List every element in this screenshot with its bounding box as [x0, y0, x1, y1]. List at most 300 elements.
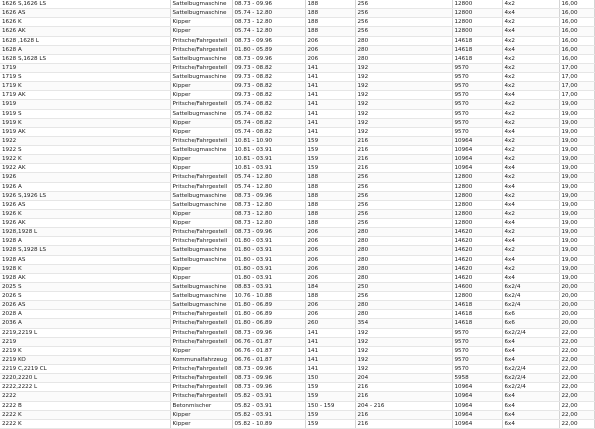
power-ps-cell: 192 — [355, 355, 452, 364]
weight-cell: 22,00 — [559, 328, 594, 337]
model-cell: 1922 K — [0, 155, 170, 164]
table-row[interactable] — [0, 228, 594, 237]
production-period-cell: 06.76 - 01.87 — [232, 346, 305, 355]
table-row[interactable] — [0, 136, 594, 145]
weight-cell: 19,00 — [559, 118, 594, 127]
power-ps-cell: 256 — [355, 27, 452, 36]
model-cell: 1926 A — [0, 182, 170, 191]
model-cell: 1926 S,1926 LS — [0, 191, 170, 200]
power-ps-cell: 256 — [355, 191, 452, 200]
model-cell: 2220,2220 L — [0, 374, 170, 383]
drive-cell: 4x4 — [502, 237, 559, 246]
weight-cell: 20,00 — [559, 301, 594, 310]
displacement-cell: 10964 — [452, 419, 502, 428]
production-period-cell: 01.80 - 03.91 — [232, 255, 305, 264]
power-kw-cell: 188 — [305, 200, 355, 209]
power-ps-cell: 256 — [355, 18, 452, 27]
weight-cell: 22,00 — [559, 383, 594, 392]
power-ps-cell: 192 — [355, 63, 452, 72]
model-cell: 2219 C,2219 CL — [0, 365, 170, 374]
power-ps-cell: 256 — [355, 292, 452, 301]
table-row[interactable] — [0, 191, 594, 200]
drive-cell: 6x2/4 — [502, 282, 559, 291]
production-period-cell: 09.73 - 08.82 — [232, 91, 305, 100]
drive-cell: 6x2/2/4 — [502, 328, 559, 337]
production-period-cell: 05.74 - 08.82 — [232, 109, 305, 118]
power-ps-cell: 280 — [355, 228, 452, 237]
body-type-cell: Pritsche/Fahrgestell — [170, 337, 232, 346]
drive-cell: 4x4 — [502, 273, 559, 282]
power-kw-cell: 150 — [305, 374, 355, 383]
body-type-cell: Kipper — [170, 91, 232, 100]
displacement-cell: 10964 — [452, 392, 502, 401]
production-period-cell: 01.80 - 06.89 — [232, 319, 305, 328]
table-row[interactable] — [0, 182, 594, 191]
displacement-cell: 12800 — [452, 219, 502, 228]
table-row[interactable] — [0, 255, 594, 264]
table-row[interactable] — [0, 200, 594, 209]
production-period-cell: 05.82 - 03.91 — [232, 401, 305, 410]
table-row[interactable] — [0, 292, 594, 301]
model-cell: 2026 S — [0, 292, 170, 301]
power-ps-cell: 216 — [355, 136, 452, 145]
power-kw-cell: 141 — [305, 100, 355, 109]
weight-cell: 19,00 — [559, 200, 594, 209]
table-row[interactable] — [0, 401, 594, 410]
power-ps-cell: 216 — [355, 155, 452, 164]
displacement-cell: 12800 — [452, 200, 502, 209]
drive-cell: 6x4 — [502, 337, 559, 346]
model-cell: 2222 — [0, 392, 170, 401]
power-kw-cell: 188 — [305, 191, 355, 200]
drive-cell: 6x6 — [502, 310, 559, 319]
model-cell: 1926 K — [0, 209, 170, 218]
weight-cell: 16,00 — [559, 9, 594, 18]
power-ps-cell: 192 — [355, 365, 452, 374]
table-row[interactable] — [0, 109, 594, 118]
displacement-cell: 14620 — [452, 255, 502, 264]
table-row[interactable] — [0, 273, 594, 282]
production-period-cell: 05.82 - 03.91 — [232, 410, 305, 419]
production-period-cell: 05.74 - 08.82 — [232, 118, 305, 127]
weight-cell: 19,00 — [559, 264, 594, 273]
displacement-cell: 14620 — [452, 246, 502, 255]
power-ps-cell: 192 — [355, 118, 452, 127]
body-type-cell: Sattelbugmaschine — [170, 9, 232, 18]
body-type-cell: Kipper — [170, 219, 232, 228]
table-row[interactable] — [0, 209, 594, 218]
drive-cell: 4x2 — [502, 18, 559, 27]
displacement-cell: 9570 — [452, 109, 502, 118]
model-cell: 1928 A — [0, 237, 170, 246]
power-ps-cell: 256 — [355, 182, 452, 191]
body-type-cell: Pritsche/Fahrgestell — [170, 319, 232, 328]
drive-cell: 4x2 — [502, 63, 559, 72]
production-period-cell: 08.73 - 12.80 — [232, 18, 305, 27]
power-ps-cell: 250 — [355, 282, 452, 291]
weight-cell: 19,00 — [559, 191, 594, 200]
model-cell: 1926 — [0, 173, 170, 182]
displacement-cell: 9570 — [452, 365, 502, 374]
body-type-cell: Pritsche/Fahrgestell — [170, 100, 232, 109]
table-row[interactable] — [0, 146, 594, 155]
power-ps-cell: 216 — [355, 419, 452, 428]
power-ps-cell: 216 — [355, 392, 452, 401]
power-kw-cell: 206 — [305, 301, 355, 310]
weight-cell: 22,00 — [559, 419, 594, 428]
body-type-cell: Pritsche/Fahrgestell — [170, 374, 232, 383]
power-ps-cell: 280 — [355, 246, 452, 255]
weight-cell: 22,00 — [559, 337, 594, 346]
production-period-cell: 05.82 - 03.91 — [232, 392, 305, 401]
table-row[interactable] — [0, 36, 594, 45]
production-period-cell: 09.73 - 08.82 — [232, 73, 305, 82]
displacement-cell: 9570 — [452, 91, 502, 100]
power-ps-cell: 192 — [355, 337, 452, 346]
power-kw-cell: 159 — [305, 383, 355, 392]
power-kw-cell: 260 — [305, 319, 355, 328]
table-row[interactable] — [0, 18, 594, 27]
power-kw-cell: 188 — [305, 9, 355, 18]
table-row[interactable] — [0, 310, 594, 319]
model-cell: 1626 K — [0, 18, 170, 27]
body-type-cell: Sattelbugmaschine — [170, 246, 232, 255]
model-cell: 1919 S — [0, 109, 170, 118]
table-row[interactable] — [0, 118, 594, 127]
weight-cell: 16,00 — [559, 18, 594, 27]
displacement-cell: 10964 — [452, 146, 502, 155]
drive-cell: 4x2 — [502, 146, 559, 155]
model-cell: 1919 AK — [0, 127, 170, 136]
power-ps-cell: 354 — [355, 319, 452, 328]
displacement-cell: 14618 — [452, 319, 502, 328]
model-cell: 2036 A — [0, 319, 170, 328]
power-kw-cell: 188 — [305, 209, 355, 218]
table-row[interactable] — [0, 155, 594, 164]
weight-cell: 19,00 — [559, 164, 594, 173]
body-type-cell: Sattelbugmaschine — [170, 54, 232, 63]
body-type-cell: Kommunalfahrzeug — [170, 355, 232, 364]
body-type-cell: Pritsche/Fahrgestell — [170, 392, 232, 401]
table-row[interactable] — [0, 173, 594, 182]
drive-cell: 4x4 — [502, 200, 559, 209]
table-row[interactable] — [0, 63, 594, 72]
drive-cell: 4x4 — [502, 255, 559, 264]
drive-cell: 6x4 — [502, 355, 559, 364]
body-type-cell: Kipper — [170, 264, 232, 273]
production-period-cell: 06.76 - 01.87 — [232, 355, 305, 364]
weight-cell: 19,00 — [559, 127, 594, 136]
displacement-cell: 10964 — [452, 401, 502, 410]
model-cell: 1626 AK — [0, 27, 170, 36]
displacement-cell: 10964 — [452, 410, 502, 419]
table-row[interactable] — [0, 419, 594, 428]
production-period-cell: 08.73 - 12.80 — [232, 219, 305, 228]
body-type-cell: Pritsche/Fahrgestell — [170, 237, 232, 246]
weight-cell: 19,00 — [559, 228, 594, 237]
production-period-cell: 06.76 - 01.87 — [232, 337, 305, 346]
power-ps-cell: 192 — [355, 82, 452, 91]
table-row[interactable] — [0, 282, 594, 291]
production-period-cell: 10.81 - 10.90 — [232, 136, 305, 145]
weight-cell: 19,00 — [559, 182, 594, 191]
drive-cell: 4x2 — [502, 136, 559, 145]
body-type-cell: Kipper — [170, 18, 232, 27]
weight-cell: 16,00 — [559, 36, 594, 45]
power-ps-cell: 256 — [355, 209, 452, 218]
production-period-cell: 10.81 - 03.91 — [232, 164, 305, 173]
displacement-cell: 9570 — [452, 100, 502, 109]
production-period-cell: 08.73 - 09.96 — [232, 0, 305, 9]
table-row[interactable] — [0, 54, 594, 63]
table-row[interactable] — [0, 91, 594, 100]
drive-cell: 4x4 — [502, 27, 559, 36]
model-cell: 1922 AK — [0, 164, 170, 173]
power-ps-cell: 280 — [355, 301, 452, 310]
weight-cell: 22,00 — [559, 410, 594, 419]
weight-cell: 19,00 — [559, 109, 594, 118]
table-row[interactable] — [0, 246, 594, 255]
table-row[interactable] — [0, 45, 594, 54]
displacement-cell: 12800 — [452, 173, 502, 182]
body-type-cell: Sattelbugmaschine — [170, 255, 232, 264]
power-kw-cell: 188 — [305, 292, 355, 301]
model-cell: 1928,1928 L — [0, 228, 170, 237]
table-row[interactable] — [0, 346, 594, 355]
body-type-cell: Pritsche/Fahrgestell — [170, 310, 232, 319]
table-row[interactable] — [0, 127, 594, 136]
displacement-cell: 12800 — [452, 182, 502, 191]
production-period-cell: 05.74 - 12.80 — [232, 182, 305, 191]
power-ps-cell: 280 — [355, 54, 452, 63]
table-row[interactable] — [0, 392, 594, 401]
drive-cell: 6x2/2/4 — [502, 374, 559, 383]
body-type-cell: Sattelbugmaschine — [170, 0, 232, 9]
drive-cell: 4x2 — [502, 264, 559, 273]
table-row[interactable] — [0, 27, 594, 36]
power-kw-cell: 159 — [305, 146, 355, 155]
power-kw-cell: 188 — [305, 27, 355, 36]
body-type-cell: Pritsche/Fahrgestell — [170, 182, 232, 191]
drive-cell: 4x2 — [502, 246, 559, 255]
weight-cell: 22,00 — [559, 365, 594, 374]
production-period-cell: 10.81 - 03.91 — [232, 155, 305, 164]
displacement-cell: 12800 — [452, 9, 502, 18]
production-period-cell: 08.73 - 09.96 — [232, 228, 305, 237]
model-cell: 2222 K — [0, 419, 170, 428]
table-row[interactable] — [0, 365, 594, 374]
table-row[interactable] — [0, 337, 594, 346]
drive-cell: 6x4 — [502, 392, 559, 401]
weight-cell: 22,00 — [559, 355, 594, 364]
weight-cell: 19,00 — [559, 209, 594, 218]
model-cell: 2026 AS — [0, 301, 170, 310]
power-kw-cell: 141 — [305, 328, 355, 337]
power-kw-cell: 206 — [305, 237, 355, 246]
displacement-cell: 14618 — [452, 45, 502, 54]
weight-cell: 16,00 — [559, 27, 594, 36]
power-ps-cell: 256 — [355, 0, 452, 9]
production-period-cell: 08.73 - 12.80 — [232, 200, 305, 209]
power-kw-cell: 206 — [305, 246, 355, 255]
power-kw-cell: 188 — [305, 18, 355, 27]
body-type-cell: Pritsche/Fahrgestell — [170, 365, 232, 374]
weight-cell: 20,00 — [559, 319, 594, 328]
body-type-cell: Kipper — [170, 209, 232, 218]
power-kw-cell: 206 — [305, 310, 355, 319]
weight-cell: 20,00 — [559, 310, 594, 319]
drive-cell: 4x2 — [502, 191, 559, 200]
drive-cell: 4x2 — [502, 228, 559, 237]
displacement-cell: 12800 — [452, 209, 502, 218]
power-kw-cell: 141 — [305, 337, 355, 346]
displacement-cell: 10964 — [452, 155, 502, 164]
table-row[interactable] — [0, 9, 594, 18]
model-cell: 1719 — [0, 63, 170, 72]
displacement-cell: 9570 — [452, 337, 502, 346]
table-row[interactable] — [0, 82, 594, 91]
weight-cell: 20,00 — [559, 282, 594, 291]
table-row[interactable] — [0, 410, 594, 419]
weight-cell: 19,00 — [559, 146, 594, 155]
model-cell: 2219 K — [0, 346, 170, 355]
model-cell: 1922 S — [0, 146, 170, 155]
drive-cell: 6x2/2/4 — [502, 383, 559, 392]
power-ps-cell: 192 — [355, 328, 452, 337]
weight-cell: 20,00 — [559, 292, 594, 301]
drive-cell: 6x4 — [502, 346, 559, 355]
displacement-cell: 14620 — [452, 273, 502, 282]
power-kw-cell: 206 — [305, 255, 355, 264]
table-row[interactable] — [0, 319, 594, 328]
model-cell: 1719 AK — [0, 91, 170, 100]
power-ps-cell: 192 — [355, 91, 452, 100]
drive-cell: 4x2 — [502, 82, 559, 91]
table-row[interactable] — [0, 100, 594, 109]
weight-cell: 19,00 — [559, 255, 594, 264]
power-ps-cell: 280 — [355, 310, 452, 319]
displacement-cell: 14618 — [452, 54, 502, 63]
weight-cell: 19,00 — [559, 246, 594, 255]
production-period-cell: 10.76 - 10.88 — [232, 292, 305, 301]
table-row[interactable] — [0, 0, 594, 9]
body-type-cell: Kipper — [170, 82, 232, 91]
production-period-cell: 08.73 - 09.96 — [232, 383, 305, 392]
table-row[interactable] — [0, 301, 594, 310]
weight-cell: 19,00 — [559, 237, 594, 246]
body-type-cell: Sattelbugmaschine — [170, 73, 232, 82]
production-period-cell: 05.74 - 12.80 — [232, 173, 305, 182]
production-period-cell: 09.73 - 08.82 — [232, 63, 305, 72]
model-cell: 1626 AS — [0, 9, 170, 18]
power-kw-cell: 206 — [305, 45, 355, 54]
drive-cell: 4x2 — [502, 109, 559, 118]
table-row[interactable] — [0, 328, 594, 337]
table-row[interactable] — [0, 164, 594, 173]
table-row[interactable] — [0, 237, 594, 246]
body-type-cell: Sattelbugmaschine — [170, 282, 232, 291]
body-type-cell: Pritsche/Fahrgestell — [170, 63, 232, 72]
drive-cell: 4x2 — [502, 54, 559, 63]
body-type-cell: Kipper — [170, 155, 232, 164]
power-ps-cell: 192 — [355, 109, 452, 118]
weight-cell: 22,00 — [559, 401, 594, 410]
drive-cell: 4x2 — [502, 209, 559, 218]
production-period-cell: 08.73 - 09.96 — [232, 54, 305, 63]
body-type-cell: Pritsche/Fahrgestell — [170, 36, 232, 45]
body-type-cell: Kipper — [170, 410, 232, 419]
production-period-cell: 01.80 - 03.91 — [232, 237, 305, 246]
power-kw-cell: 159 — [305, 410, 355, 419]
model-cell: 1926 AK — [0, 219, 170, 228]
production-period-cell: 05.74 - 12.80 — [232, 9, 305, 18]
production-period-cell: 01.80 - 03.91 — [232, 246, 305, 255]
body-type-cell: Kipper — [170, 118, 232, 127]
power-kw-cell: 188 — [305, 182, 355, 191]
model-cell: 1928 AS — [0, 255, 170, 264]
weight-cell: 19,00 — [559, 100, 594, 109]
table-row[interactable] — [0, 374, 594, 383]
displacement-cell: 9570 — [452, 82, 502, 91]
body-type-cell: Kipper — [170, 164, 232, 173]
drive-cell: 6x2/4 — [502, 292, 559, 301]
production-period-cell: 01.80 - 03.91 — [232, 264, 305, 273]
power-ps-cell: 256 — [355, 219, 452, 228]
power-kw-cell: 159 — [305, 155, 355, 164]
model-cell: 1719 K — [0, 82, 170, 91]
weight-cell: 16,00 — [559, 0, 594, 9]
power-kw-cell: 141 — [305, 73, 355, 82]
table-row[interactable] — [0, 355, 594, 364]
production-period-cell: 01.80 - 06.89 — [232, 310, 305, 319]
model-cell: 1919 — [0, 100, 170, 109]
table-row[interactable] — [0, 383, 594, 392]
weight-cell: 22,00 — [559, 374, 594, 383]
drive-cell: 6x4 — [502, 410, 559, 419]
power-kw-cell: 159 — [305, 392, 355, 401]
power-kw-cell: 141 — [305, 63, 355, 72]
production-period-cell: 05.74 - 08.82 — [232, 100, 305, 109]
table-row[interactable] — [0, 73, 594, 82]
power-ps-cell: 216 — [355, 410, 452, 419]
drive-cell: 4x2 — [502, 0, 559, 9]
weight-cell: 17,00 — [559, 91, 594, 100]
table-row[interactable] — [0, 219, 594, 228]
displacement-cell: 9570 — [452, 73, 502, 82]
displacement-cell: 12800 — [452, 292, 502, 301]
body-type-cell: Pritsche/Fahrgestell — [170, 173, 232, 182]
drive-cell: 4x2 — [502, 118, 559, 127]
power-ps-cell: 192 — [355, 346, 452, 355]
model-cell: 1628 ,1628 L — [0, 36, 170, 45]
power-ps-cell: 280 — [355, 255, 452, 264]
production-period-cell: 08.73 - 12.80 — [232, 209, 305, 218]
displacement-cell: 14620 — [452, 264, 502, 273]
drive-cell: 6x2/2/4 — [502, 365, 559, 374]
body-type-cell: Pritsche/Fahrgestell — [170, 328, 232, 337]
table-row[interactable] — [0, 264, 594, 273]
model-cell: 2025 S — [0, 282, 170, 291]
production-period-cell: 08.73 - 09.96 — [232, 374, 305, 383]
body-type-cell: Kipper — [170, 346, 232, 355]
power-kw-cell: 159 — [305, 164, 355, 173]
displacement-cell: 9570 — [452, 127, 502, 136]
displacement-cell: 10964 — [452, 383, 502, 392]
body-type-cell: Sattelbugmaschine — [170, 109, 232, 118]
power-ps-cell: 280 — [355, 264, 452, 273]
drive-cell: 4x4 — [502, 45, 559, 54]
production-period-cell: 08.73 - 09.96 — [232, 365, 305, 374]
